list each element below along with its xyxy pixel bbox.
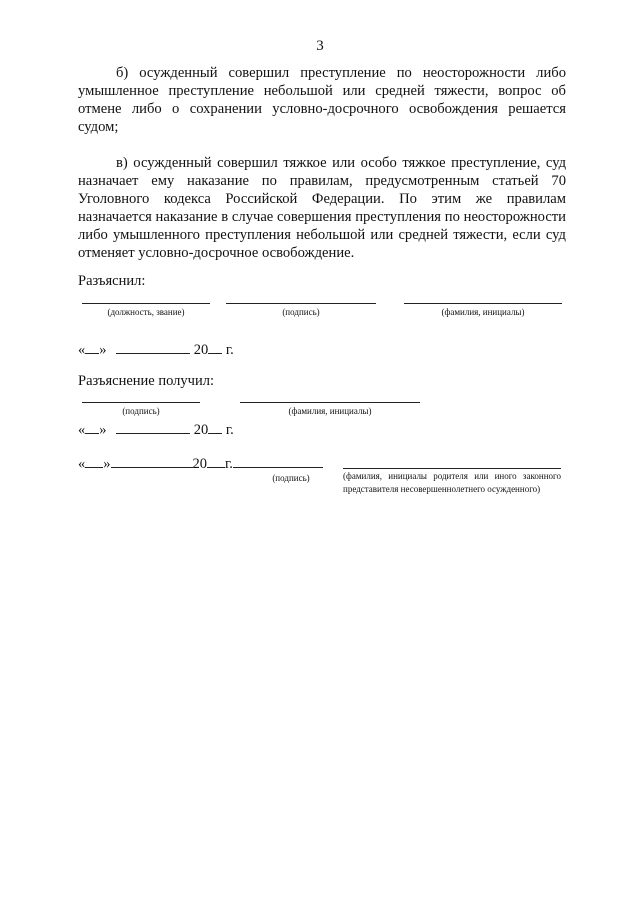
- position-line: [82, 303, 210, 304]
- year-blank: [208, 340, 222, 354]
- name-caption: (фамилия, инициалы): [441, 307, 525, 317]
- guardian-name-line: [343, 468, 561, 469]
- date-century: 20: [193, 422, 209, 438]
- guardian-name-caption: (фамилия, инициалы родителя или иного законного представителя несовершеннолетнего осужденного): [343, 471, 561, 494]
- position-caption: (должность, звание): [107, 307, 185, 317]
- date-year-suffix: г.: [225, 342, 234, 358]
- page-number: 3: [316, 38, 324, 54]
- received-signature-caption: (подпись): [122, 406, 160, 416]
- date-century: 20: [192, 456, 207, 472]
- year-blank: [207, 454, 225, 468]
- name-line: [404, 303, 562, 304]
- date-close-quote: »: [99, 422, 107, 438]
- guardian-signature-caption: (подпись): [272, 473, 310, 483]
- day-blank: [85, 454, 103, 468]
- month-blank: [111, 454, 193, 468]
- date-year-suffix: г.: [225, 456, 233, 472]
- date-century: 20: [193, 342, 209, 358]
- date-close-quote: »: [103, 456, 111, 472]
- received-label: Разъяснение получил:: [78, 373, 214, 389]
- day-blank: [85, 420, 99, 434]
- guardian-signature-blank: [233, 454, 323, 468]
- date-line-3: [78, 454, 323, 473]
- date-open-quote: «: [78, 456, 86, 472]
- date-open-quote: «: [78, 422, 86, 438]
- date-year-suffix: г.: [225, 422, 234, 438]
- month-blank: [116, 420, 190, 434]
- paragraph-b: б) осужденный совершил преступление по неосторожности либо умышленное преступление небольшой или средней тяжести, вопрос об отмене либо о сохранении условно-досрочного освобождения решается судом;: [78, 65, 566, 135]
- explained-label: Разъяснил:: [78, 273, 146, 289]
- received-name-caption: (фамилия, инициалы): [288, 406, 372, 416]
- signature-line: [226, 303, 376, 304]
- paragraph-v: в) осужденный совершил тяжкое или особо тяжкое преступление, суд назначает ему наказание по правилам, предусмотренным статьей 70 Уголовного кодекса Российской Федерации. По этим же правилам назначается наказание в случае совершения преступления по неосторожности либо умышленного преступления небольшой или средней тяжести, если суд отменяет условно-досрочное освобождение.: [78, 155, 566, 261]
- year-blank: [208, 420, 222, 434]
- date-line-1: [78, 340, 234, 359]
- date-open-quote: «: [78, 342, 86, 358]
- day-blank: [85, 340, 99, 354]
- month-blank: [116, 340, 190, 354]
- date-line-2: [78, 420, 234, 439]
- received-name-line: [240, 402, 420, 403]
- date-close-quote: »: [99, 342, 107, 358]
- signature-caption: (подпись): [282, 307, 320, 317]
- received-signature-line: [82, 402, 200, 403]
